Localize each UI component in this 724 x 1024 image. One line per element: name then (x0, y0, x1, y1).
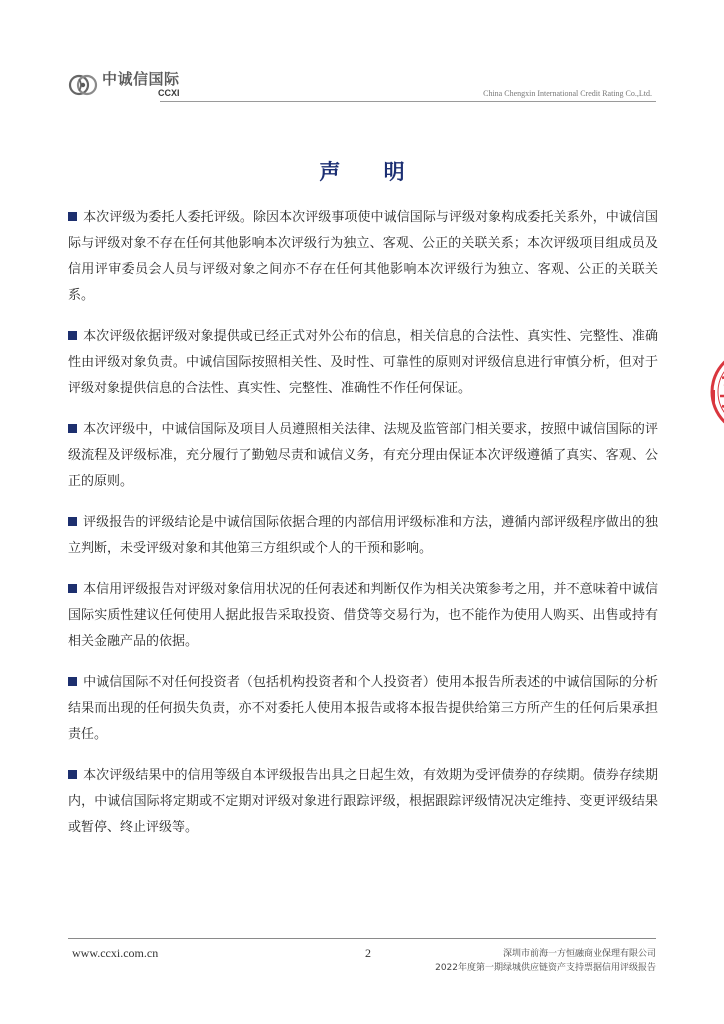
logo-chinese-name: 中诚信国际 (102, 70, 180, 88)
header-divider (160, 101, 656, 102)
declaration-text: 本次评级中，中诚信国际及项目人员遵照相关法律、法规及监管部门相关要求，按照中诚信国际的评级流程及评级标准，充分履行了勤勉尽责和诚信义务，有充分理由保证本次评级遵循了真实、客观、公正的原则。 (68, 422, 658, 489)
square-bullet-icon (68, 770, 77, 779)
page-title: 声 明 (319, 160, 423, 184)
declaration-list (68, 205, 658, 856)
declaration-item (68, 763, 658, 841)
footer-report-title: 2022年度第一期绿城供应链资产支持票据信用评级报告 (435, 963, 656, 973)
company-english-name: China Chengxin International Credit Rating Co.,Ltd. (483, 89, 652, 98)
declaration-text: 本信用评级报告对评级对象信用状况的任何表述和判断仅作为相关决策参考之用，并不意味着中诚信国际实质性建议任何使用人据此报告采取投资、借贷等交易行为，也不能作为使用人购买、出售或持有相关金融产品的依据。 (68, 582, 658, 649)
declaration-item (68, 670, 658, 748)
declaration-item (68, 577, 658, 655)
page-footer (68, 938, 656, 978)
footer-divider (68, 938, 656, 939)
square-bullet-icon (68, 212, 77, 221)
square-bullet-icon (68, 517, 77, 526)
red-seal-stamp (708, 346, 724, 438)
footer-report-info (435, 947, 656, 975)
ccxi-logo-icon (68, 70, 98, 100)
declaration-text: 中诚信国际不对任何投资者（包括机构投资者和个人投资者）使用本报告所表述的中诚信国际的分析结果而出现的任何损失负责，亦不对委托人使用本报告或将本报告提供给第三方所产生的任何后果承担责任。 (68, 675, 658, 742)
declaration-text: 本次评级结果中的信用等级自本评级报告出具之日起生效，有效期为受评债券的存续期。债券存续期内，中诚信国际将定期或不定期对评级对象进行跟踪评级，根据跟踪评级情况决定维持、变更评级结果或暂停、终止评级等。 (68, 768, 658, 835)
logo-english-name: CCXI (158, 88, 180, 98)
square-bullet-icon (68, 584, 77, 593)
square-bullet-icon (68, 424, 77, 433)
declaration-text: 评级报告的评级结论是中诚信国际依据合理的内部信用评级标准和方法，遵循内部评级程序做出的独立判断，未受评级对象和其他第三方组织或个人的干预和影响。 (68, 515, 658, 556)
square-bullet-icon (68, 677, 77, 686)
ccxi-logo (68, 68, 180, 102)
declaration-item (68, 510, 658, 562)
page-header (68, 68, 656, 104)
page-number: 2 (365, 946, 371, 960)
declaration-item (68, 417, 658, 495)
website-link[interactable]: www.ccxi.com.cn (72, 946, 159, 960)
declaration-item (68, 324, 658, 402)
square-bullet-icon (68, 331, 77, 340)
declaration-item (68, 205, 658, 309)
declaration-text: 本次评级为委托人委托评级。除因本次评级事项使中诚信国际与评级对象构成委托关系外，中诚信国际与评级对象不存在任何其他影响本次评级行为独立、客观、公正的关联关系；本次评级项目组成员及信用评审委员会人员与评级对象之间亦不存在任何其他影响本次评级行为独立、客观、公正的关联关系。 (68, 210, 658, 303)
declaration-text: 本次评级依据评级对象提供或已经正式对外公布的信息，相关信息的合法性、真实性、完整性、准确性由评级对象负责。中诚信国际按照相关性、及时性、可靠性的原则对评级信息进行审慎分析，但对于评级对象提供信息的合法性、真实性、完整性、准确性不作任何保证。 (68, 329, 658, 396)
footer-company-name: 深圳市前海一方恒融商业保理有限公司 (502, 949, 656, 959)
